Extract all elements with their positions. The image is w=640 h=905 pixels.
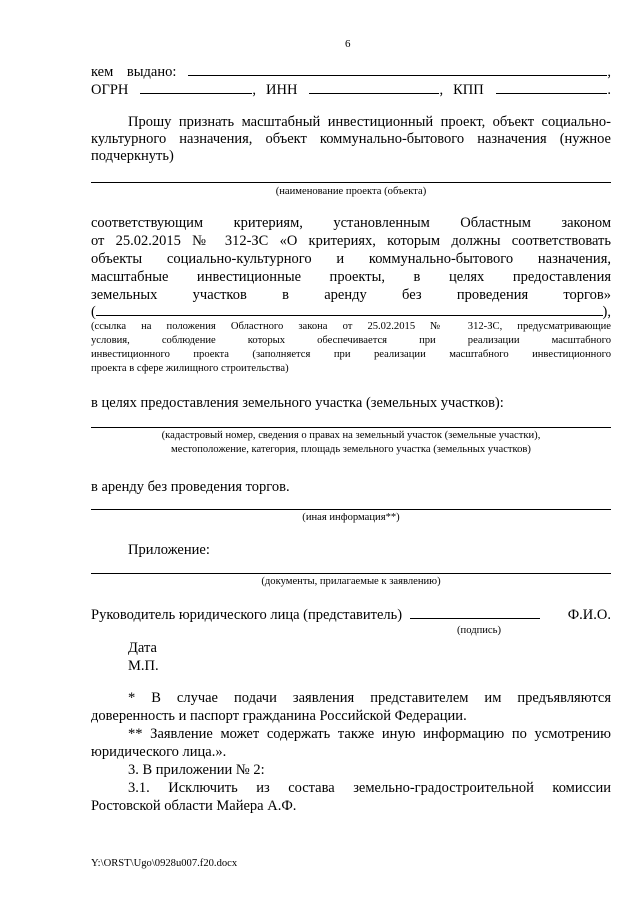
criteria-line-1: соответствующим критериям, установленным Областным законом xyxy=(91,215,611,231)
inn-label: ИНН xyxy=(266,82,298,98)
criteria-caption-line-1: (ссылка на положения Областного закона от 25.02.2015 № 312-ЗС, предусматривающие xyxy=(91,321,611,332)
criteria-line-2: от 25.02.2015 № 312-ЗС «О критериях, которым должны соответствовать xyxy=(91,233,611,249)
criteria-blank[interactable] xyxy=(96,303,603,316)
criteria-caption-line-2: условия, соблюдение которых обеспечивается при реализации масштабного xyxy=(91,335,611,346)
date-label: Дата xyxy=(128,640,157,656)
land-caption-line-2: местоположение, категория, площадь земельного участка (земельных участков) xyxy=(171,444,531,455)
other-info-line[interactable] xyxy=(91,509,611,510)
signature-caption: (подпись) xyxy=(457,625,501,636)
purpose-text: в целях предоставления земельного участка (земельных участков): xyxy=(91,395,504,411)
kpp-blank[interactable] xyxy=(496,81,608,94)
request-line-2: культурного назначения, объект коммунально-бытового назначения (нужное xyxy=(91,131,611,147)
ogrn-label: ОГРН xyxy=(91,82,129,98)
footnote-1-line-1: * В случае подачи заявления представителем им предъявляются xyxy=(128,690,611,706)
ids-row: ОГРН , ИНН , КПП . xyxy=(91,82,611,98)
item-3: 3. В приложении № 2: xyxy=(128,762,265,778)
issued-by-blank[interactable] xyxy=(188,63,607,76)
attachment-label: Приложение: xyxy=(128,542,210,558)
criteria-line-5: земельных участков в аренду без проведения торгов» xyxy=(91,287,611,303)
head-label: Руководитель юридического лица (представитель) xyxy=(91,607,403,623)
footnote-1-line-2: доверенность и паспорт гражданина Российской Федерации. xyxy=(91,708,467,724)
land-line[interactable] xyxy=(91,427,611,428)
documents-line[interactable] xyxy=(91,573,611,574)
item-3-1-line-2: Ростовской области Майера А.Ф. xyxy=(91,798,297,814)
stamp-label: М.П. xyxy=(128,658,159,674)
footnote-2-line-2: юридического лица.». xyxy=(91,744,227,760)
documents-caption: (документы, прилагаемые к заявлению) xyxy=(261,576,441,587)
lease-text: в аренду без проведения торгов. xyxy=(91,479,290,495)
signature-blank[interactable] xyxy=(410,606,540,619)
criteria-line-3: объекты социально-культурного и коммунально-бытового назначения, xyxy=(91,251,611,267)
land-caption-line-1: (кадастровый номер, сведения о правах на земельный участок (земельные участки), xyxy=(161,430,541,441)
project-caption: (наименование проекта (объекта) xyxy=(275,186,427,197)
footnote-2-line-1: ** Заявление может содержать также иную информацию по усмотрению xyxy=(128,726,611,742)
fio-label: Ф.И.О. xyxy=(567,607,611,623)
request-line-1: Прошу признать масштабный инвестиционный проект, объект социально- xyxy=(128,114,611,130)
signature-row xyxy=(91,606,611,624)
criteria-line-4: масштабные инвестиционные проекты, в целях предоставления xyxy=(91,269,611,285)
issued-by-row: кем выдано: , xyxy=(91,64,611,80)
project-name-line[interactable] xyxy=(91,182,611,183)
footer-path: Y:\ORST\Ugo\0928u007.f20.docx xyxy=(91,858,238,869)
criteria-blank-row: ( ), xyxy=(91,304,611,320)
criteria-caption-line-3: инвестиционного проекта (заполняется при реализации масштабного инвестиционного xyxy=(91,349,611,360)
kpp-label: КПП xyxy=(453,82,484,98)
issued-by-label: кем выдано: xyxy=(91,64,177,80)
ogrn-blank[interactable] xyxy=(140,81,252,94)
inn-blank[interactable] xyxy=(309,81,439,94)
item-3-1-line-1: 3.1. Исключить из состава земельно-градостроительной комиссии xyxy=(128,780,611,796)
criteria-caption-line-4: проекта в сфере жилищного строительства) xyxy=(91,363,289,374)
request-line-3: подчеркнуть) xyxy=(91,148,174,164)
other-info-caption: (иная информация**) xyxy=(302,512,400,523)
page-number: 6 xyxy=(345,38,351,50)
